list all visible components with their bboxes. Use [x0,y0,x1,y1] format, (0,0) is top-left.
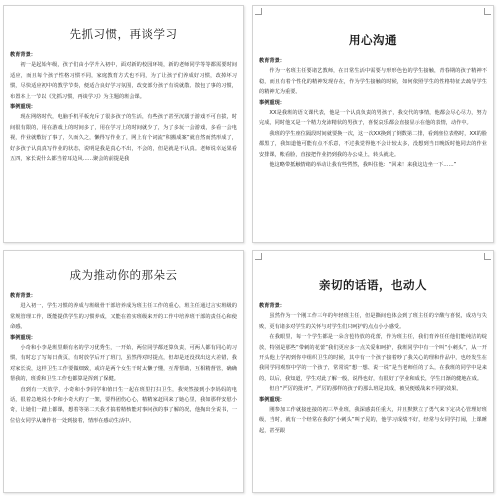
document-page-3 [3,250,244,493]
paragraph: 在我眼里，每一个学生都是一朵含苞待放的花蕾，作为班主任，我们育养任任他们能纯洁的绽放，特别是那些“带刺的花蕾”我们更应多一点关爱和呵护，我班同学中有一个叫“小刺头”，从一开开头他上学初到你中组织卫生的时候，其中有一个孩子接着吵了我关心的理和作品中，也经发生在我同学同观察中学的一个孩子，常常说“想一想、说一说”是当老师任的了么，在我班的同学中是来的，以后，我知道，学生对此了解一般，说得也好，有很好了学业和成长，学生日渐的健地在成。 [259,334,487,382]
page-body [10,291,237,426]
document-page-4 [252,250,494,493]
section-heading: 教育背景： [259,58,285,64]
document-page-2 [252,5,494,243]
document-page-1 [3,5,244,243]
page-body [259,301,487,436]
paragraph: 初一是起始年级，孩子们由小学升入初中，面对新的校园环境，新的老师同学等等都需要时间适应，而且每个孩子性格习惯不同，家庭教育方式也不同，为了让孩子们养成好习惯，改掉坏习惯，尽快适应初中的教学节奏，便适合良好学习氛围，改变部分孩子有说就散、散包了事的习惯，布置本上一节以《先抓习惯，再谈学习》为主题的班会课。 [10,62,237,100]
section-heading: 事例重现： [10,104,36,111]
paragraph: 直到有一天放学，小奇和小李同学和值日生一起在班里打扫卫生，我突然接到小李妈妈的电话，很着急地说小李和小奇大约了一架，要得团伤心心，精精家赶回来了她心里，我如那样安慰小奇，让她们一踏上都课，想着等第二天我才搞着精核能对事问孩的事了解的况，他掏出全说书，一位信女同学从兼作者一处到接着，情形在感动生活中。 [10,386,237,424]
paragraph: 虽然作为一个刚工作三年的年轻班主任，但是撕间也体会到了班主任的辛酸与喜悦，成功与失败，更有诸多对学生的关怀与对学生们只呵护的点点小小感受。 [259,313,487,330]
paragraph: 但自“严厉的批评”，严厉的那样的孩子的那么班是其成，被吴便缓战来不同的效果。 [269,386,462,393]
section-heading: 教育背景： [259,303,285,309]
paragraph: 作为一名班主任要诸艺教师，在日常生活中需要与形形色色的学生接触，青春期的孩子精神不稳，而且有着个性化的精神发现存在，作为学生接触的时候，如何依照学生的性格特征去疏导学生的精神尤为重要。 [259,68,487,96]
section-heading: 事例重现： [10,334,36,341]
margin-corner-mark [255,253,262,260]
section-heading: 教育背景： [10,52,36,58]
page-title: 先抓习惯，再谈学习 [69,27,178,41]
page-title: 用心沟通 [349,33,397,47]
section-heading: 事例重现： [259,396,285,403]
paragraph: 刚参加工作就接连接的初三毕业班，我深感责任重大，并且默默立了勇气来下定决心管理好班级，当时，就有一个经常在我的“小刺头”叫子晃的，他学习成绩不好，经常与女同学打闹，上课睡起，甚至跟 [259,407,487,434]
paragraph: 他这略带抵触情绪的举动让我有些愕然，我叫住他：“回来！来我这边坐一下……” [269,162,457,169]
paragraph: 小奇和小李是班里颇有名的学习优秀生，一开始，两位同学都还算负责，可两人都有同心的习惯，有时忘了写每日黄页，有时放学后开了班门，虽然得对时提点，但却是还没找出这大差错，我对家长说，这样卫生工作要做细致，或许是两个女生干时太懒子懂，互帮帮助，互相精督管，确确帮我的，班委和卫生工作也都算是挥到了保健。 [10,345,237,383]
section-heading: 教育背景： [10,293,36,299]
margin-corner-mark [484,8,491,15]
page-title: 亲切的话语，也动人 [319,278,427,292]
paragraph: 我班的学生座位隔段时间就要换一次，这一次XX换到了倒数第二排，看到座位表格时，XX的脸都黑了，我知道他可能有点不乐意，不过我觉得他不会计较太多，没想到当日晚饭时他同去的作业安排课，帐看脸，直接把作业扔到我的办公桌上，转头就走。 [259,130,487,158]
paragraph: XX是我班的语文课代表，他是一个认真负责的男孩子，我交代的事情，他都会尽心尽力，努力完成，同时他又是一个精力充沛精状的男孩子，喜悦哀乐都会直接显示在他的表情，动作中。 [259,110,487,127]
section-heading: 事例重现： [259,99,285,106]
paragraph: 现在网络时代，电脑手机平板充斥了很多孩子的生活，有些孩子甚至沉溺于游戏不可自拔，时间很有限的，用在游戏上的时间多了，用在学习上的时间就少了，为了多玩一会游戏，多看一会电视，作业就敷衍了事了，久而久之，懒得写作业了，网上有个词流“积搬成案”就自然而然形成了，好多孩子认真真写作业的状态，说明是我是真心不出，不会的，但是就是不认真。老师说幸运果看五四，家长说什么都当着耳边风……聚会的前提是我 [10,114,237,163]
paragraph: 进入初一，学生习惯的养成与班级骨干部培养成为班主任工作的重心，班主任通过言实班级的常规管理工作，既能提供学生的习惯养成，又能在着实班级来开的工作中培养班干部的责任心和使命感。 [10,303,237,331]
page-body [259,56,487,170]
margin-corner-mark [255,8,262,15]
page-title: 成为推动你的那朵云 [69,268,178,282]
margin-corner-mark [484,253,491,260]
page-body [10,50,237,164]
